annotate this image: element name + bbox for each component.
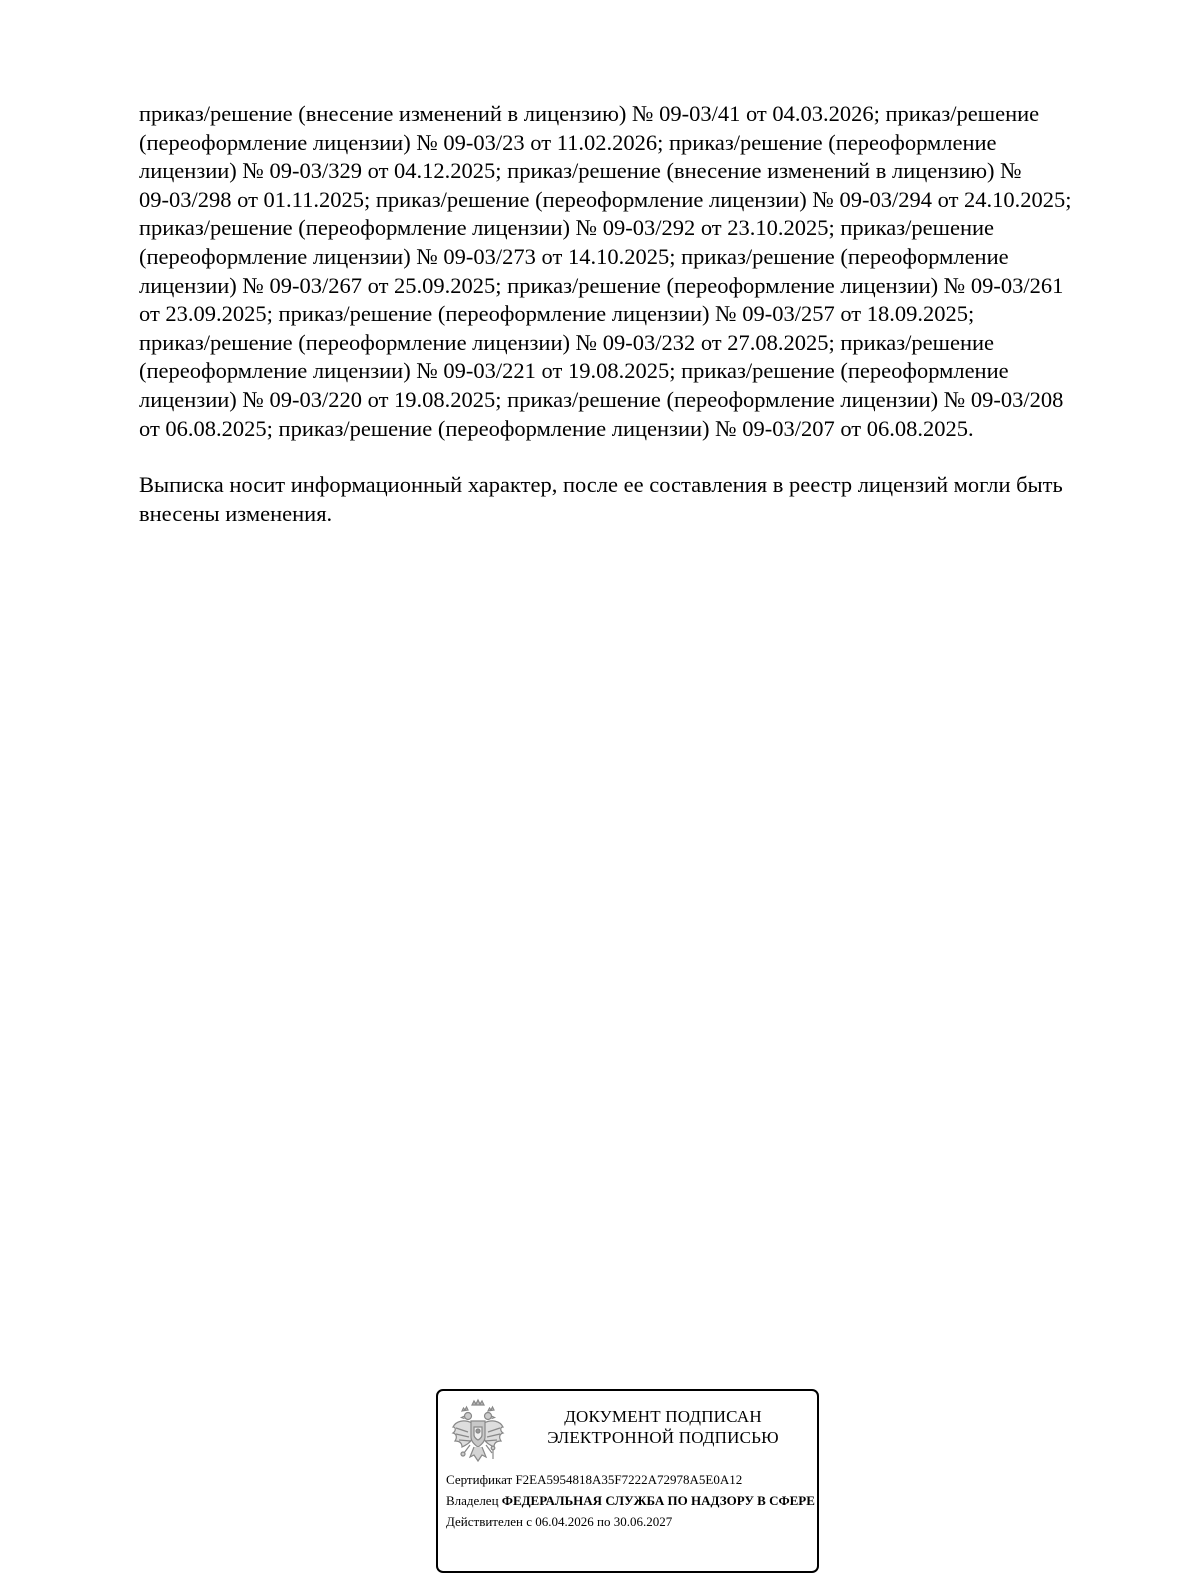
orders-line: приказ/решение (внесение изменений в лицензию) № 09-03/41 от 04.03.2026; приказ/решение — [139, 101, 1040, 126]
stamp-heading — [528, 1406, 798, 1448]
orders-line: от 06.08.2025; приказ/решение (переоформление лицензии) № 09-03/207 от 06.08.2025. — [139, 415, 974, 441]
owner-label: Владелец — [446, 1493, 499, 1508]
owner-value: ФЕДЕРАЛЬНАЯ СЛУЖБА ПО НАДЗОРУ В СФЕРЕ — [501, 1493, 815, 1508]
orders-line: от 23.09.2025; приказ/решение (переоформление лицензии) № 09-03/257 от 18.09.2025; — [139, 301, 975, 327]
certificate-value: F2EA5954818A35F7222A72978A5E0A12 — [515, 1472, 743, 1487]
owner-row — [446, 1490, 819, 1511]
orders-line: 09-03/298 от 01.11.2025; приказ/решение (переоформление лицензии) № 09-03/294 от 24.10.2025; — [139, 186, 1072, 212]
orders-line: лицензии) № 09-03/220 от 19.08.2025; приказ/решение (переоформление лицензии) № 09-03/208 — [139, 386, 1064, 412]
validity-row: Действителен с 06.04.2026 по 30.06.2027 — [446, 1514, 673, 1529]
orders-line: (переоформление лицензии) № 09-03/221 от 19.08.2025; приказ/решение (переоформление — [139, 358, 1009, 384]
notice-line: Выписка носит информационный характер, после ее составления в реестр лицензий могли быть — [139, 472, 1063, 498]
electronic-signature-stamp — [436, 1389, 819, 1573]
orders-line: лицензии) № 09-03/267 от 25.09.2025; приказ/решение (переоформление лицензии) № 09-03/261 — [139, 272, 1064, 298]
stamp-details — [446, 1469, 819, 1532]
document-body — [139, 100, 1129, 528]
notice-line: внесены изменения. — [139, 500, 333, 526]
license-orders-list — [139, 100, 1129, 443]
orders-line: приказ/решение (переоформление лицензии) № 09-03/292 от 23.10.2025; приказ/решение — [139, 215, 995, 241]
informational-notice — [139, 471, 1129, 528]
certificate-row — [446, 1469, 819, 1490]
orders-line: (переоформление лицензии) № 09-03/23 от 11.02.2026; приказ/решение (переоформление — [139, 129, 997, 155]
double-headed-eagle-emblem-icon — [450, 1397, 506, 1467]
certificate-label: Сертификат — [446, 1472, 513, 1487]
orders-line: приказ/решение (переоформление лицензии) № 09-03/232 от 27.08.2025; приказ/решение — [139, 329, 995, 355]
orders-line: лицензии) № 09-03/329 от 04.12.2025; приказ/решение (внесение изменений в лицензию) № — [139, 158, 1022, 184]
stamp-heading-line: ДОКУМЕНТ ПОДПИСАН — [564, 1407, 762, 1426]
stamp-heading-line: ЭЛЕКТРОННОЙ ПОДПИСЬЮ — [547, 1428, 779, 1447]
orders-line: (переоформление лицензии) № 09-03/273 от 14.10.2025; приказ/решение (переоформление — [139, 243, 1009, 269]
